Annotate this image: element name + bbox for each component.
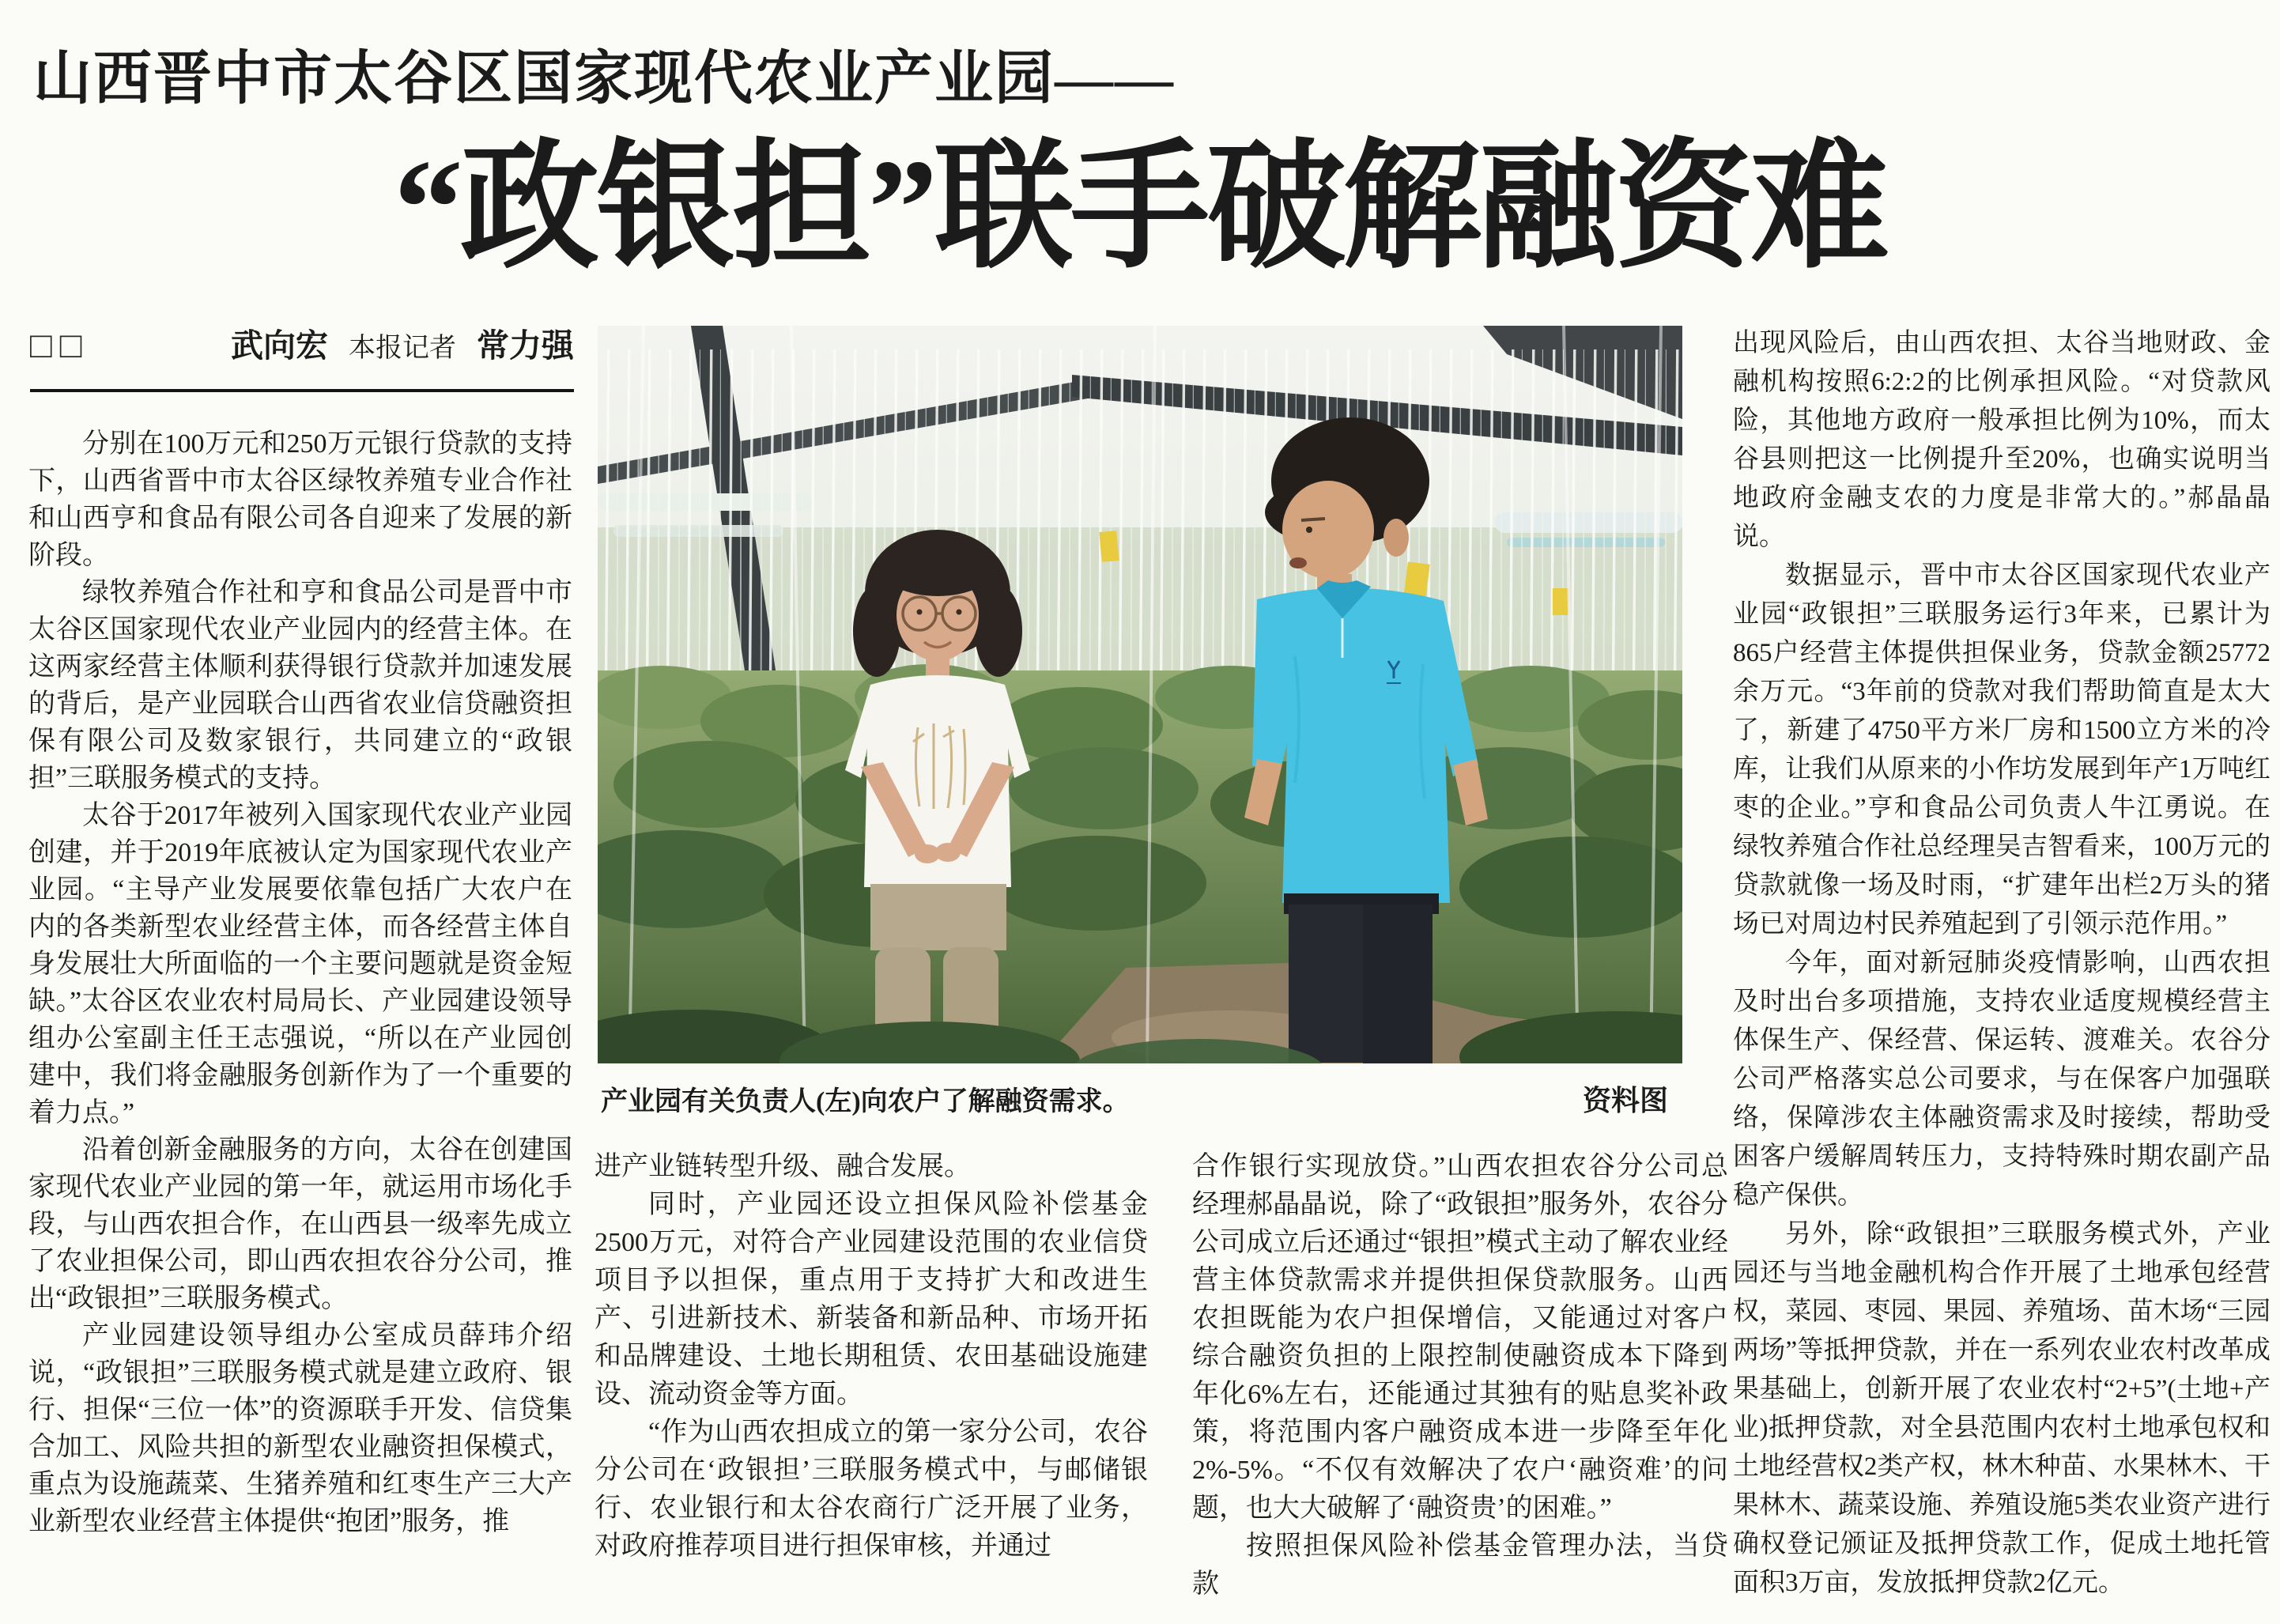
paragraph: 同时，产业园还设立担保风险补偿基金2500万元，对符合产业园建设范围的农业信贷项目予以担保，重点用于支持扩大和改进生产、引进新技术、新装备和新品种、市场开拓和品牌建设、土地长期租赁、农田基础设施建设、流动资金等方面。 [595,1190,1148,1409]
byline-divider [30,389,574,392]
paragraph: 产业园建设领导组办公室成员薛玮介绍说，“政银担”三联服务模式就是建立政府、银行、担保“三位一体”的资源联手开发、信贷集合加工、风险共担的新型农业融资担保模式，重点为设施蔬菜、生猪养殖和红枣生产三大产业新型农业经营主体提供“抱团”服务，推 [28,1321,572,1536]
paragraph: 数据显示，晋中市太谷区国家现代农业产业园“政银担”三联服务运行3年来，已累计为865户经营主体提供担保业务，贷款金额25772余万元。“3年前的贷款对我们帮助简直是太大了，新建了4750平方米厂房和1500立方米的冷库，让我们从原来的小作坊发展到年产1万吨红枣的企业。”亨和食品公司负责人牛江勇说。在绿牧养殖合作社总经理吴吉智看来，100万元的贷款就像一场及时雨，“扩建年出栏2万头的猪场已对周边村民养殖起到了引领示范作用。” [1733,561,2271,939]
paragraph: 沿着创新金融服务的方向，太谷在创建国家现代农业产业园的第一年，就运用市场化手段，与山西农担合作，在山西县一级率先成立了农业担保公司，即山西农担农谷分公司，推出“政银担”三联服务模式。 [28,1135,572,1313]
kicker: 山西晋中市太谷区国家现代农业产业园—— [33,47,1175,111]
paragraph-continuation: 出现风险后，由山西农担、太谷当地财政、金融机构按照6:2:2的比例承担风险。“对贷款风险，其他地方政府一般承担比例为10%，而太谷县则把这一比例提升至20%，也确实说明当地政府金融支农的力度是非常大的。”郝晶晶说。 [1733,329,2271,551]
column-2 [595,1148,1148,1565]
paragraph: 分别在100万元和250万元银行贷款的支持下，山西省晋中市太谷区绿牧养殖专业合作社和山西亨和食品有限公司各自迎来了发展的新阶段。 [28,429,572,570]
tomato-plants [598,664,1682,947]
photo-caption: 产业园有关负责人(左)向农户了解融资需求。 [601,1087,1130,1116]
byline-marker: □□ [30,325,90,365]
paragraph-continuation: 进产业链转型升级、融合发展。 [595,1152,971,1181]
byline [30,319,574,366]
paragraph: 按照担保风险补偿基金管理办法，当贷款 [1192,1531,1728,1599]
headline: “政银担”联手破解融资难 [393,131,1886,285]
paragraph: 太谷于2017年被列入国家现代农业产业园创建，并于2019年底被认定为国家现代农业产业园。“主导产业发展要依靠包括广大农户在内的各类新型农业经营主体，而各经营主体自身发展壮大所面临的一个主要问题就是资金短缺。”太谷区农业农村局局长、产业园建设领导组办公室副主任王志强说，“所以在产业园创建中，我们将金融服务创新作为了一个重要的着力点。” [28,801,572,1127]
paragraph: “作为山西农担成立的第一家分公司，农谷分公司在‘政银担’三联服务模式中，与邮储银行、农业银行和太谷农商行广泛开展了业务，对政府推荐项目进行担保审核，并通过 [595,1418,1148,1561]
column-4 [1733,324,2271,1603]
paragraph: 今年，面对新冠肺炎疫情影响，山西农担及时出台多项措施，支持农业适度规模经营主体保生产、保经营、保运转、渡难关。农谷分公司严格落实总公司要求，与在保客户加强联络，保障涉农主体融资需求及时接续，帮助受困客户缓解周转压力，支持特殊时期农副产品稳产保供。 [1733,949,2271,1210]
paragraph: 绿牧养殖合作社和亨和食品公司是晋中市太谷区国家现代农业产业园内的经营主体。在这两家经营主体顺利获得银行贷款并加速发展的背后，是产业园联合山西省农业信贷融资担保有限公司及数家银行，共同建立的“政银担”三联服务模式的支持。 [28,578,572,793]
byline-author-1: 武向宏 [231,327,328,364]
byline-reporter-label: 本报记者 [349,334,456,363]
photo-caption-row [601,1078,1668,1119]
photo-illustration [598,326,1682,1063]
article-photo [598,326,1682,1063]
paragraph: 另外，除“政银担”三联服务模式外，产业园还与当地金融机构合作开展了土地承包经营权，菜园、枣园、果园、养殖场、苗木场“三园两场”等抵押贷款，并在一系列农业农村改革成果基础上，创新开展了农业农村“2+5”(土地+产业)抵押贷款，对全县范围内农村土地承包权和土地经营权2类产权，林木种苗、水果林木、干果林木、蔬菜设施、养殖设施5类农业资产进行确权登记颁证及抵押贷款工作，促成土地托管面积3万亩，发放抵押贷款2亿元。 [1733,1220,2271,1597]
column-3 [1192,1148,1728,1603]
byline-author-2: 常力强 [477,327,574,364]
byline-authors [231,319,574,366]
paragraph-continuation: 合作银行实现放贷。”山西农担农谷分公司总经理郝晶晶说，除了“政银担”服务外，农谷分公司成立后还通过“银担”模式主动了解农业经营主体贷款需求并提供担保贷款服务。山西农担既能为农户担保增信，又能通过对客户综合融资负担的上限控制使融资成本下降到年化6%左右，还能通过其独有的贴息奖补政策，将范围内客户融资成本进一步降至年化2%-5%。“不仅有效解决了农户‘融资难’的问题，也大大破解了‘融资贵’的困难。” [1192,1152,1728,1523]
column-1 [28,425,572,1540]
photo-credit: 资料图 [1582,1084,1668,1116]
